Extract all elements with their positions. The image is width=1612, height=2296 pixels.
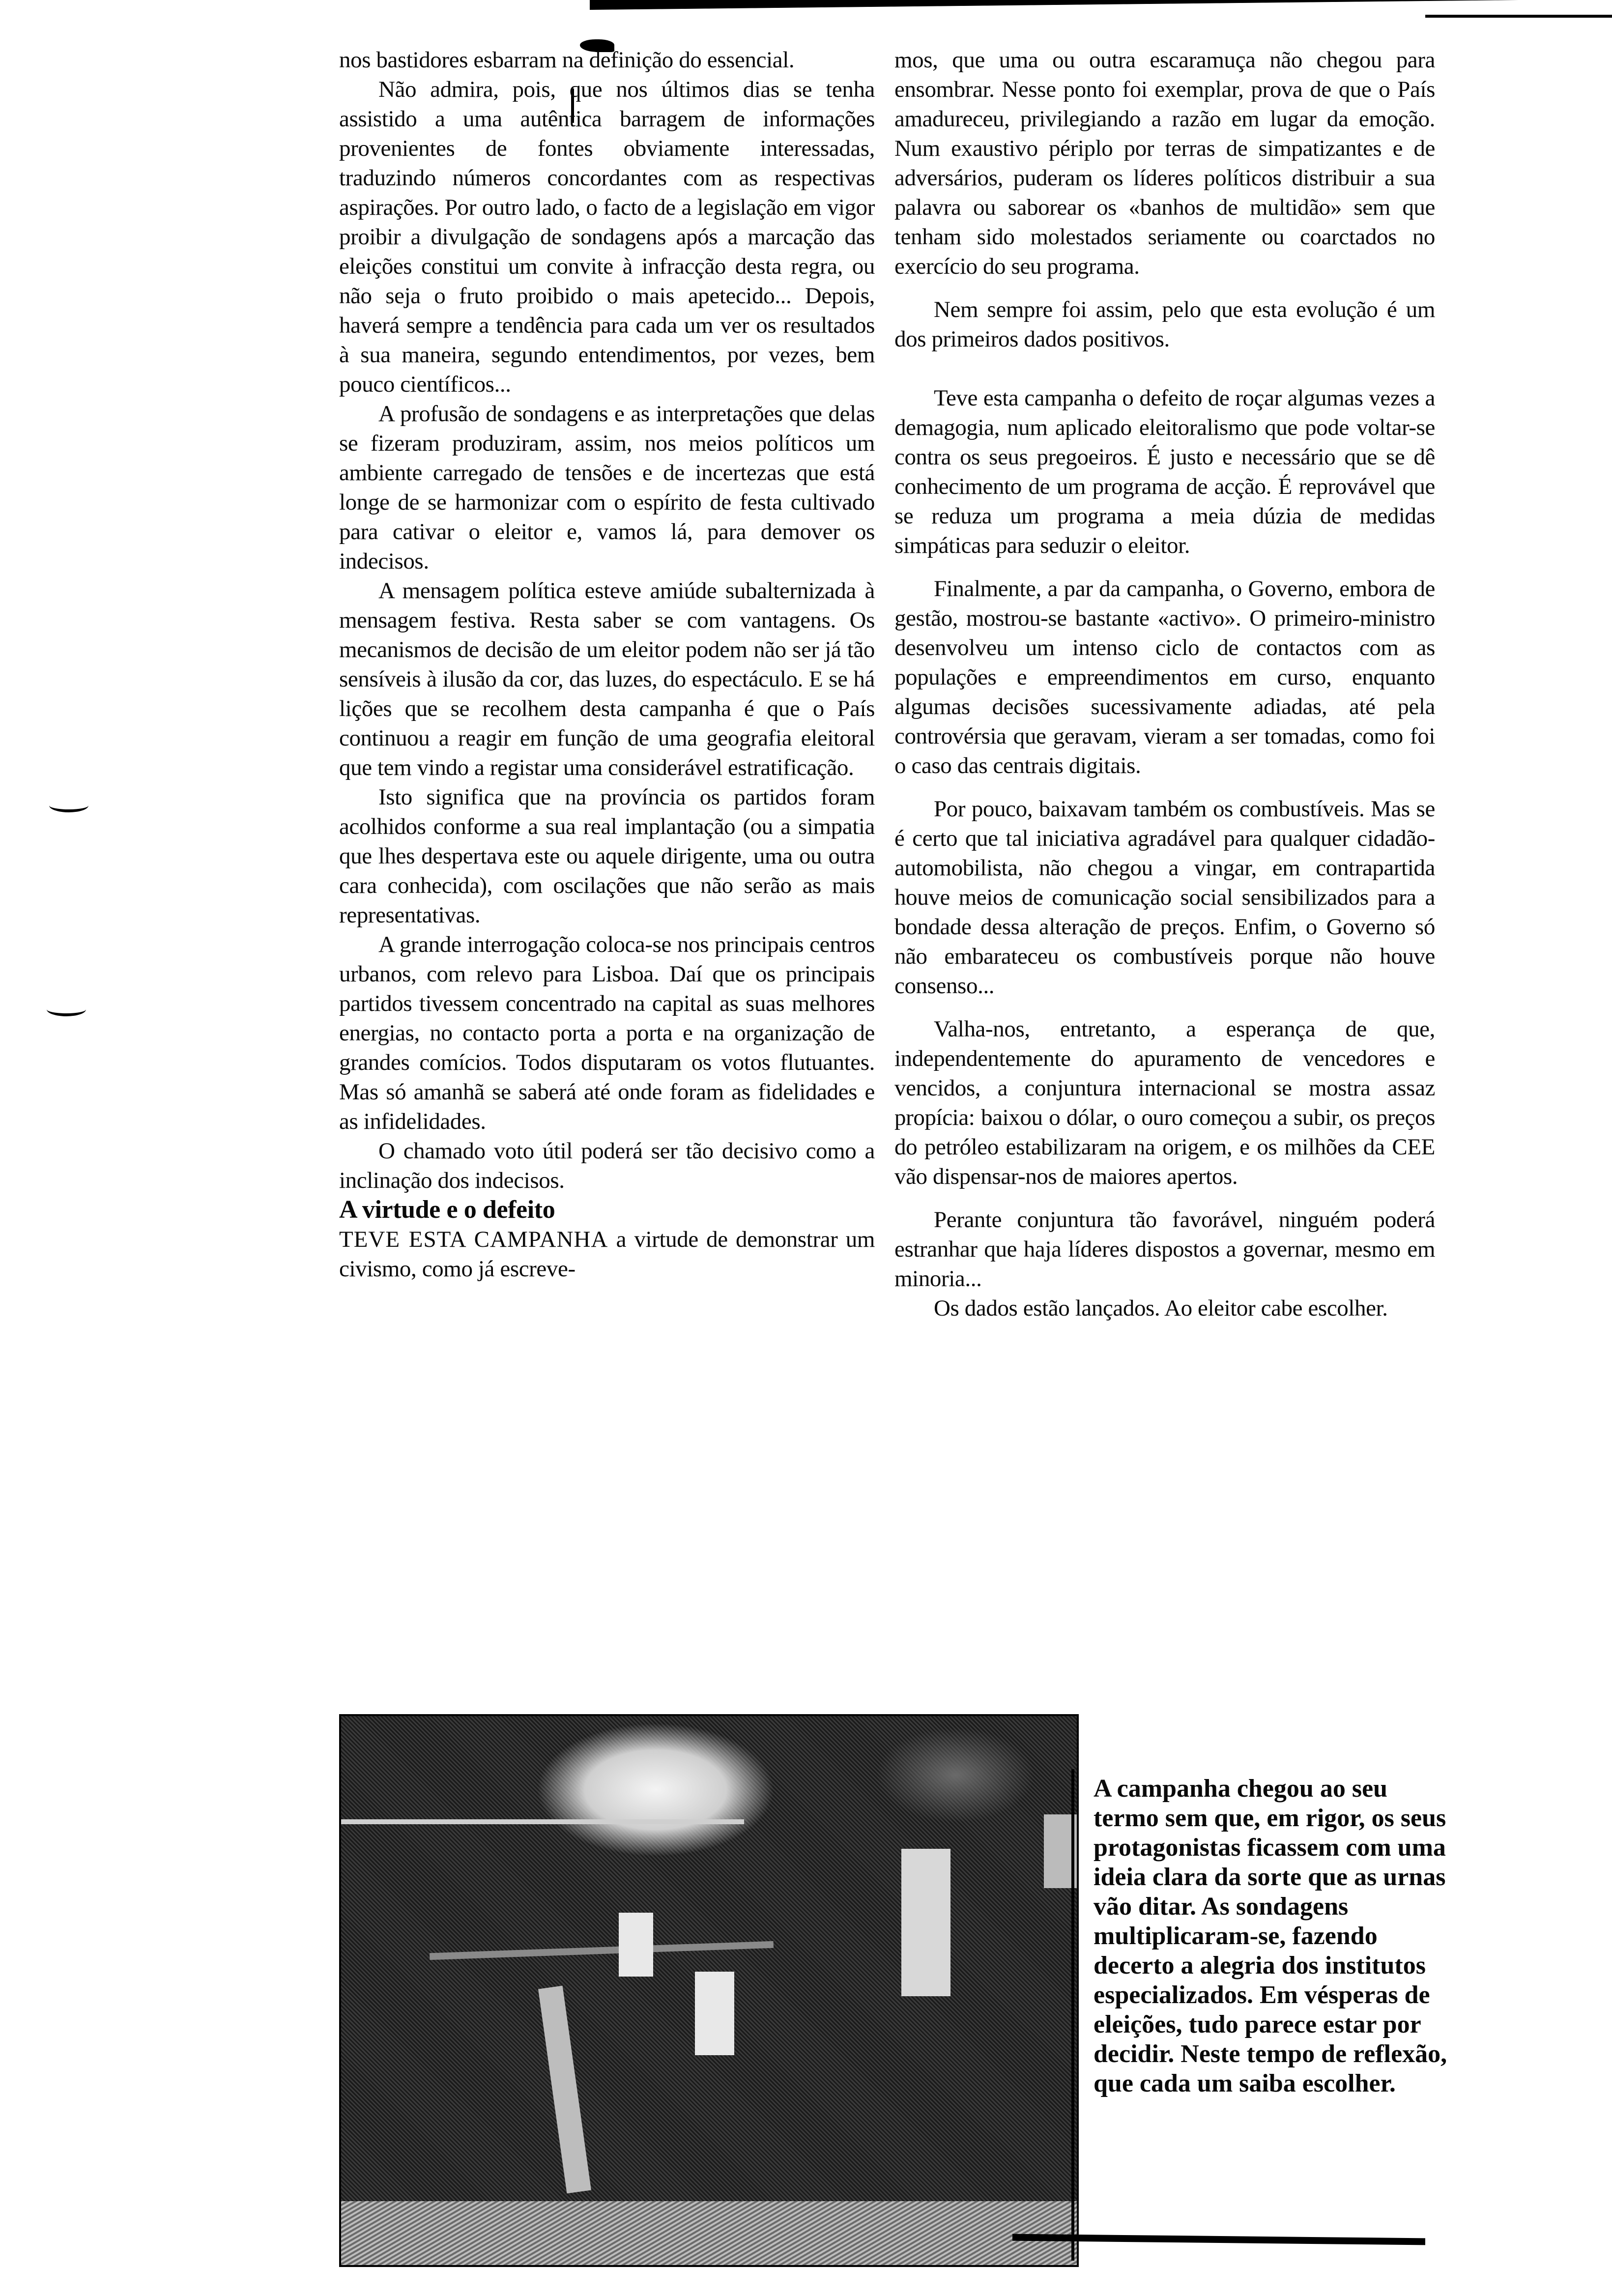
photo-building-ledge [341, 1819, 744, 1824]
photo-pole [538, 1986, 591, 2194]
paragraph: Isto significa que na província os partidos foram acolhidos conforme a sua real implantação (ou a simpatia que lhes despertava este ou aquele dirigente, uma ou outra cara conhecida), com oscilações que não serão as mais representativas. [339, 784, 875, 928]
paragraph: mos, que uma ou outra escaramuça não chegou para ensombrar. Nesse ponto foi exemplar, prova de que o País amadureceu, privilegiando a razão em lugar da emoção. Num exaustivo périplo por terras de simpatizantes e de adversários, puderam os líderes políticos distribuir a sua palavra ou saborear os «banhos de multidão» sem que tenham sido molestados seriamente ou coarctados no exercício do seu programa. [894, 47, 1435, 279]
photo-placard [619, 1913, 653, 1977]
caption-rule [1071, 1769, 1074, 2261]
paragraph: A grande interrogação coloca-se nos principais centros urbanos, com relevo para Lisboa. Daí que os principais partidos tivessem concentrado na capital as suas melhores energias, no contacto porta a porta e na organização de grandes comícios. Todos disputaram os votos flutuantes. Mas só amanhã se saberá até onde foram as fidelidades e as infidelidades. [339, 932, 875, 1134]
article-column-right [894, 45, 1435, 1323]
lead-rest: a virtude de demonstrar um civismo, como já escreve- [339, 1227, 875, 1282]
lead-caps: TEVE ESTA CAMPANHA [339, 1227, 608, 1252]
photo-placard [901, 1849, 950, 1996]
paragraph: nos bastidores esbarram na definição do essencial. [339, 47, 795, 73]
paragraph: A mensagem política esteve amiúde subalternizada à mensagem festiva. Resta saber se com vantagens. Os mecanismos de decisão de um eleitor podem não ser já tão sensíveis à ilusão da cor, das luzes, do espectáculo. E se há lições que se recolhem desta campanha é que o País continuou a reagir em função de uma geografia eleitoral que tem vindo a registar uma considerável estratificação. [339, 578, 875, 780]
paragraph: O chamado voto útil poderá ser tão decisivo como a inclinação dos indecisos. [339, 1138, 875, 1193]
paragraph: A profusão de sondagens e as interpretações que delas se fizeram produziram, assim, nos meios políticos um ambiente carregado de tensões e de incertezas que está longe de se harmonizar com o espírito de festa cultivado para cativar o eleitor e, vamos lá, para demover os indecisos. [339, 401, 875, 574]
photo-building-ledge [430, 1941, 774, 1960]
paragraph: Por pouco, baixavam também os combustíveis. Mas se é certo que tal iniciativa agradável para qualquer cidadão-automobilista, não chegou a vingar, em contrapartida houve meios de comunicação social sensibilizados para a bondade dessa alteração de preços. Enfim, o Governo só não embarateceu os combustíveis porque não houve consenso... [894, 796, 1435, 999]
paragraph: Valha-nos, entretanto, a esperança de que, independentemente do apuramento de vencedores e vencidos, a conjuntura internacional se mostra assaz propícia: baixou o dólar, o ouro começou a subir, os preços do petróleo estabilizaram na origem, e os milhões da CEE vão dispensar-nos de maiores apertos. [894, 1016, 1435, 1189]
scan-edge-line [1425, 15, 1612, 18]
paragraph: Os dados estão lançados. Ao eleitor cabe escolher. [934, 1295, 1388, 1321]
article-column-left [339, 45, 875, 1284]
section-subheading: A virtude e o defeito [339, 1196, 555, 1224]
binder-hole-mark-bottom [47, 1003, 86, 1016]
scan-edge-shadow [590, 0, 1612, 11]
paragraph: Nem sempre foi assim, pelo que esta evolução é um dos primeiros dados positivos. [894, 297, 1435, 352]
paragraph: Teve esta campanha o defeito de roçar algumas vezes a demagogia, num aplicado eleitoralismo que pode voltar-se contra os seus pregoeiros. É justo e necessário que se dê conhecimento de um programa de acção. É reprovável que se reduza um programa a meia dúzia de medidas simpáticas para seduzir o eleitor. [894, 385, 1435, 558]
photo-placard [695, 1972, 734, 2055]
paragraph: Não admira, pois, que nos últimos dias se tenha assistido a uma autêntica barragem de informações provenientes de fontes obviamente interessadas, traduzindo números concordantes com as respectivas aspirações. Por outro lado, o facto de a legislação em vigor proibir a divulgação de sondagens após a marcação das eleições constitui um convite à infracção desta regra, ou não seja o fruto proibido o mais apetecido... Depois, haverá sempre a tendência para cada um ver os resultados à sua maneira, segundo entendimentos, por vezes, bem pouco científicos... [339, 77, 875, 397]
photo-ground [341, 2201, 1077, 2265]
photo-caption: A campanha chegou ao seu termo sem que, em rigor, os seus protagonistas ficassem com uma ideia clara da sorte que as urnas vão ditar. As sondagens multiplicaram-se, fazendo decerto a alegria dos institutos especializados. Em vésperas de eleições, tudo parece estar por decidir. Neste tempo de reflexão, que cada um saiba escolher. [1094, 1775, 1447, 2097]
lead-paragraph [339, 1225, 875, 1284]
paragraph: Finalmente, a par da campanha, o Governo, embora de gestão, mostrou-se bastante «activo». O primeiro-ministro desenvolveu um intenso ciclo de contactos com as populações e empreendimentos em curso, enquanto algumas decisões sucessivamente adiadas, até pela controvérsia que geravam, vieram a ser tomadas, como foi o caso das centrais digitais. [894, 576, 1435, 778]
binder-hole-mark-top [49, 799, 88, 812]
rally-photo [339, 1714, 1079, 2267]
paragraph: Perante conjuntura tão favorável, ninguém poderá estranhar que haja líderes dispostos a governar, mesmo em minoria... [894, 1207, 1435, 1292]
